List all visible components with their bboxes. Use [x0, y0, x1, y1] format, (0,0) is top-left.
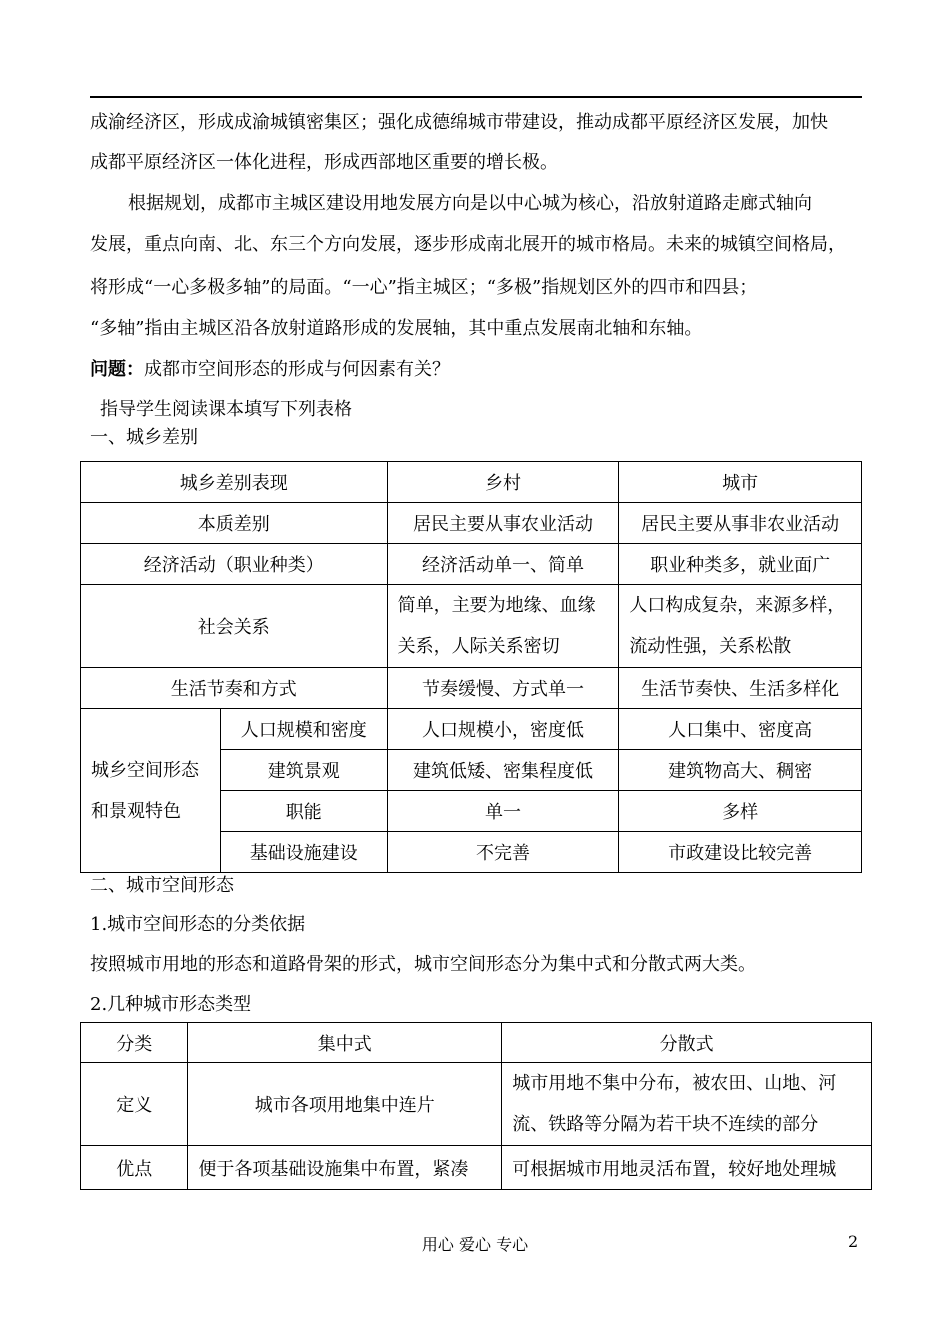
table-cell: 城市各项用地集中连片: [188, 1063, 502, 1146]
group-label-cell: 城乡空间形态和景观特色: [81, 709, 221, 873]
city-form-table: [80, 1022, 872, 1190]
paragraph-line: 成都平原经济区一体化进程，形成西部地区重要的增长极。: [90, 152, 558, 173]
paragraph-line: “多轴”指由主城区沿各放射道路形成的发展轴，其中重点发展南北轴和东轴。: [90, 318, 703, 339]
paragraph-line: 成渝经济区，形成成渝城镇密集区；强化成德绵城市带建设，推动成都平原经济区发展，加快: [90, 112, 828, 133]
table-cell: 人口构成复杂，来源多样，流动性强，关系松散: [619, 585, 862, 668]
table-cell: 便于各项基础设施集中布置，紧凑: [188, 1146, 502, 1190]
question-text: 成都市空间形态的形成与何因素有关？: [144, 359, 450, 380]
table-cell: 生活节奏和方式: [81, 668, 388, 709]
guide-text: 指导学生阅读课本填写下列表格: [100, 399, 352, 420]
question-label: 问题：: [90, 359, 144, 380]
table-cell: 居民主要从事非农业活动: [619, 503, 862, 544]
table-cell: 优点: [81, 1146, 188, 1190]
table-row: [81, 1146, 872, 1190]
page-number: 2: [848, 1232, 859, 1251]
page-footer: 用心 爱心 专心: [421, 1235, 529, 1254]
table-header-row: [81, 462, 862, 503]
table-cell: 可根据城市用地灵活布置，较好地处理城: [502, 1146, 872, 1190]
table-cell: 建筑低矮、密集程度低: [387, 750, 619, 791]
table-header-cell: 乡村: [387, 462, 619, 503]
table-header-cell: 分类: [81, 1023, 188, 1063]
urban-rural-table: [80, 461, 862, 873]
table-row: [81, 1063, 872, 1146]
paragraph-line: 发展，重点向南、北、东三个方向发展，逐步形成南北展开的城市格局。未来的城镇空间格局，: [90, 234, 846, 255]
table-cell: 人口规模和密度: [220, 709, 387, 750]
table-cell: 人口规模小，密度低: [387, 709, 619, 750]
paragraph-line: 按照城市用地的形态和道路骨架的形式，城市空间形态分为集中式和分散式两大类。: [90, 954, 756, 975]
section-heading: 二、城市空间形态: [90, 875, 234, 896]
table-cell: 基础设施建设: [220, 832, 387, 873]
table-cell: 生活节奏快、生活多样化: [619, 668, 862, 709]
table-cell: 居民主要从事农业活动: [387, 503, 619, 544]
table-header-cell: 集中式: [188, 1023, 502, 1063]
sub-heading: 1.城市空间形态的分类依据: [90, 914, 306, 935]
table-header-row: [81, 1023, 872, 1063]
table-row: [81, 668, 862, 709]
table-cell: 节奏缓慢、方式单一: [387, 668, 619, 709]
table-header-cell: 城乡差别表现: [81, 462, 388, 503]
table-row: [81, 709, 862, 750]
table-cell: 社会关系: [81, 585, 388, 668]
table-cell: 不完善: [387, 832, 619, 873]
table-cell: 市政建设比较完善: [619, 832, 862, 873]
table-header-cell: 分散式: [502, 1023, 872, 1063]
table-cell: 本质差别: [81, 503, 388, 544]
table-cell: 单一: [387, 791, 619, 832]
sub-heading: 2.几种城市形态类型: [90, 994, 252, 1015]
table-cell: 经济活动单一、简单: [387, 544, 619, 585]
table-cell: 人口集中、密度高: [619, 709, 862, 750]
table-cell: 简单，主要为地缘、血缘关系，人际关系密切: [387, 585, 619, 668]
header-rule: [90, 96, 862, 98]
table-cell: 建筑物高大、稠密: [619, 750, 862, 791]
table-cell: 职业种类多，就业面广: [619, 544, 862, 585]
table-row: [81, 585, 862, 668]
paragraph-line: 根据规划，成都市主城区建设用地发展方向是以中心城为核心，沿放射道路走廊式轴向: [128, 193, 812, 214]
table-header-cell: 城市: [619, 462, 862, 503]
table-cell: 城市用地不集中分布，被农田、山地、河流、铁路等分隔为若干块不连续的部分: [502, 1063, 872, 1146]
table-cell: 多样: [619, 791, 862, 832]
table-cell: 建筑景观: [220, 750, 387, 791]
table-row: [81, 503, 862, 544]
table-cell: 定义: [81, 1063, 188, 1146]
question: [90, 359, 862, 381]
table-cell: 职能: [220, 791, 387, 832]
table-row: [81, 544, 862, 585]
section-heading: 一、城乡差别: [90, 427, 198, 448]
table-cell: 经济活动（职业种类）: [81, 544, 388, 585]
paragraph-line: 将形成“一心多极多轴”的局面。“一心”指主城区；“多极”指规划区外的四市和四县；: [90, 277, 758, 298]
